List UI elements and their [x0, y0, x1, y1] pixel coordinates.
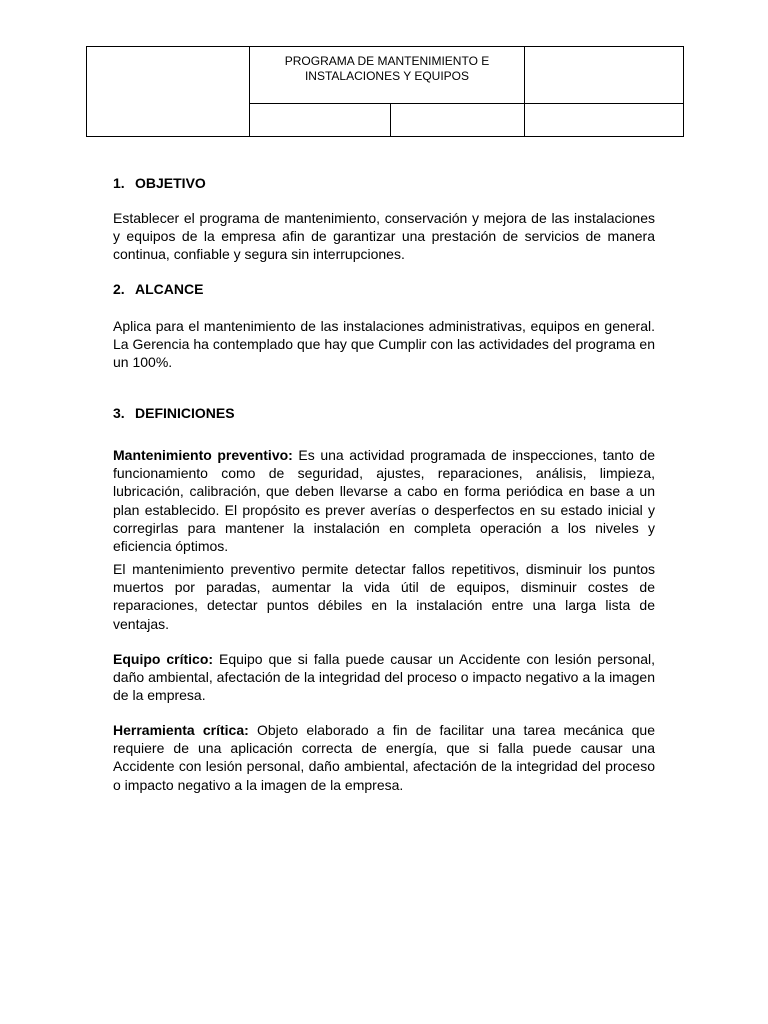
- definition-text: Objeto elaborado a fin de facilitar una tarea mecánica que requiere de una aplicación correcta de energía, que si falla puede causar una Accidente con lesión personal, daño ambiental, afectación de la integridad del proceso o impacto negativo a la imagen de la empresa.: [113, 722, 655, 793]
- page-cell: [525, 104, 684, 137]
- code-cell: [525, 47, 684, 104]
- objetivo-paragraph: Establecer el programa de mantenimiento, conservación y mejora de las instalaciones y equipos de la empresa afin de garantizar una prestación de servicios de manera continua, confiable y segura sin interrupciones.: [113, 210, 655, 263]
- section-objetivo-heading: [113, 175, 655, 191]
- definition-mantenimiento-preventivo: [113, 446, 655, 555]
- document-header-table: [86, 46, 684, 137]
- section-objetivo-body: [113, 209, 655, 264]
- definition-term: Mantenimiento preventivo:: [113, 447, 293, 463]
- definition-equipo-critico: [113, 650, 655, 705]
- header-title-line1: PROGRAMA DE MANTENIMIENTO E: [284, 54, 490, 68]
- definition-term: Herramienta crítica:: [113, 722, 249, 738]
- section-number: 3.: [113, 405, 125, 421]
- section-number: 1.: [113, 175, 125, 191]
- definition-text: Es una actividad programada de inspecciones, tanto de funcionamiento como de seguridad, ajustes, reparaciones, análisis, limpieza, lubricación, calibración, que deben llevarse a cabo en forma periódica en base a un plan establecido. El propósito es prever averías o desperfectos en su estado inicial y corregirlas para mantener la instalación en completa operación a los niveles y eficiencia óptimos.: [113, 447, 655, 555]
- section-number: 2.: [113, 281, 125, 297]
- header-title-line2: INSTALACIONES Y EQUIPOS: [304, 69, 470, 83]
- definition-text: El mantenimiento preventivo permite detectar fallos repetitivos, disminuir los puntos muertos por paradas, aumentar la vida útil de equipos, disminuir costes de reparaciones, detectar puntos débiles en la instalación entre una larga lista de ventajas.: [113, 561, 655, 632]
- header-title-cell: [250, 47, 525, 104]
- definition-herramienta-critica: [113, 721, 655, 794]
- logo-cell: [87, 47, 250, 137]
- section-title: OBJETIVO: [135, 175, 206, 191]
- mantenimiento-preventivo-continuation: [113, 560, 655, 633]
- alcance-paragraph: Aplica para el mantenimiento de las instalaciones administrativas, equipos en general. La Gerencia ha contemplado que hay que Cumplir con las actividades del programa en un 100%.: [113, 318, 655, 371]
- section-definiciones-heading: [113, 405, 655, 421]
- section-alcance-body: [113, 317, 655, 372]
- definition-text: Equipo que si falla puede causar un Accidente con lesión personal, daño ambiental, afectación de la integridad del proceso o impacto negativo a la imagen de la empresa.: [113, 651, 656, 704]
- section-title: DEFINICIONES: [135, 405, 235, 421]
- section-alcance-heading: [113, 281, 655, 297]
- date-cell: [391, 104, 525, 137]
- version-cell: [250, 104, 391, 137]
- definition-term: Equipo crítico:: [113, 651, 214, 667]
- section-title: ALCANCE: [135, 281, 204, 297]
